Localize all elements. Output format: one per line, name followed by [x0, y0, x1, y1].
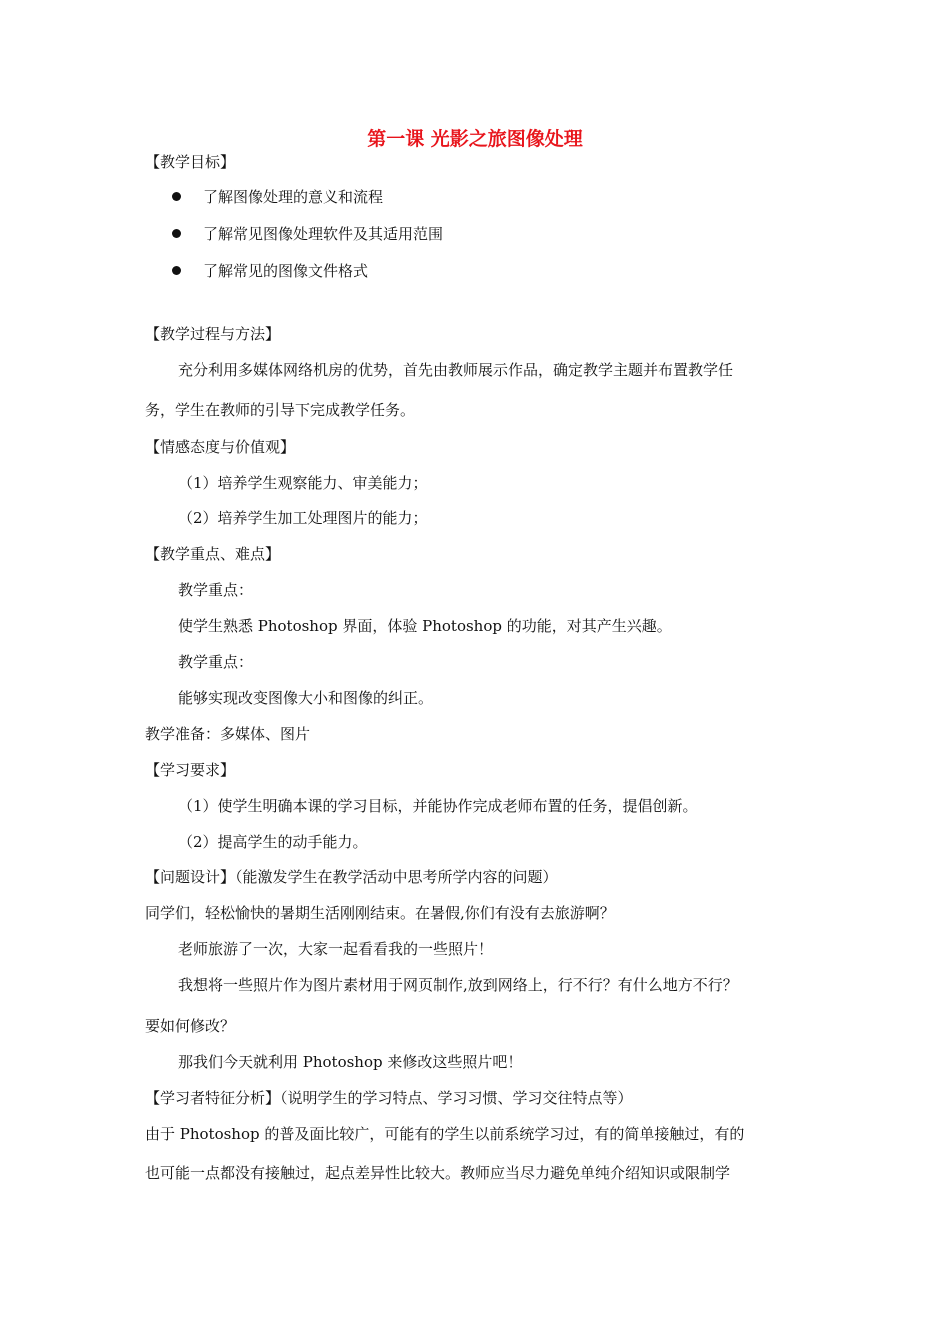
values-item: （1）培养学生观察能力、审美能力； [178, 474, 428, 492]
goal-item: 了解常见图像处理软件及其适用范围 [203, 225, 444, 243]
values-item: （2）培养学生加工处理图片的能力； [178, 509, 428, 527]
goal-item: 了解常见的图像文件格式 [203, 262, 369, 280]
requirement-item: （1）使学生明确本课的学习目标，并能协作完成老师布置的任务，提倡创新。 [178, 797, 698, 815]
focus-label: 教学重点： [178, 653, 254, 671]
bullet-icon [172, 192, 181, 201]
requirement-item: （2）提高学生的动手能力。 [178, 833, 368, 851]
focus-text: 能够实现改变图像大小和图像的纠正。 [178, 689, 434, 707]
goals-heading: 【教学目标】 [145, 153, 236, 171]
process-heading: 【教学过程与方法】 [145, 325, 281, 343]
focus-text: 使学生熟悉 Photoshop 界面，体验 Photoshop 的功能，对其产生兴趣。 [178, 617, 672, 635]
bullet-icon [172, 229, 181, 238]
question-line: 同学们，轻松愉快的暑期生活刚刚结束。在暑假,你们有没有去旅游啊？ [145, 904, 615, 922]
bullet-icon [172, 266, 181, 275]
values-heading: 【情感态度与价值观】 [145, 438, 296, 456]
learner-heading: 【学习者特征分析】（说明学生的学习特点、学习习惯、学习交往特点等） [145, 1089, 633, 1107]
learner-paragraph: 由于 Photoshop 的普及面比较广，可能有的学生以前系统学习过，有的简单接触过，有的 [145, 1125, 745, 1143]
process-paragraph: 充分利用多媒体网络机房的优势，首先由教师展示作品，确定教学主题并布置教学任 [178, 361, 734, 379]
question-line: 那我们今天就利用 Photoshop 来修改这些照片吧！ [178, 1053, 523, 1071]
prep-line: 教学准备：多媒体、图片 [145, 725, 311, 743]
requirements-heading: 【学习要求】 [145, 761, 236, 779]
page-title: 第一课 光影之旅图像处理 [367, 128, 583, 150]
goal-item: 了解图像处理的意义和流程 [203, 188, 384, 206]
question-heading: 【问题设计】（能激发学生在教学活动中思考所学内容的问题） [145, 868, 558, 886]
process-paragraph-cont: 务，学生在教师的引导下完成教学任务。 [145, 401, 416, 419]
question-line: 老师旅游了一次，大家一起看看我的一些照片！ [178, 940, 494, 958]
focus-heading: 【教学重点、难点】 [145, 545, 281, 563]
question-line: 我想将一些照片作为图片素材用于网页制作,放到网络上，行不行？有什么地方不行？ [178, 976, 738, 994]
focus-label: 教学重点： [178, 581, 254, 599]
learner-paragraph-cont: 也可能一点都没有接触过，起点差异性比较大。教师应当尽力避免单纯介绍知识或限制学 [145, 1164, 731, 1182]
question-line: 要如何修改？ [145, 1017, 236, 1035]
